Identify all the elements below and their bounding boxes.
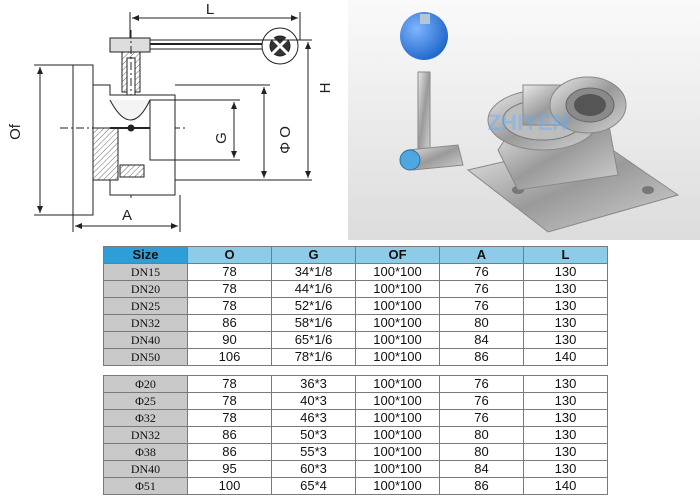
table-row: [104, 478, 608, 495]
cell-l: 130: [524, 461, 608, 478]
cell-g: 60*3: [272, 461, 356, 478]
column-header-a: A: [440, 247, 524, 264]
cell-size: Φ20: [104, 376, 188, 393]
cell-o: 78: [188, 376, 272, 393]
separator-cell: [440, 366, 524, 376]
spec-table: [103, 246, 608, 495]
table-row: [104, 332, 608, 349]
cell-l: 130: [524, 376, 608, 393]
separator-cell: [524, 366, 608, 376]
cell-size: Φ38: [104, 444, 188, 461]
cell-size: DN40: [104, 332, 188, 349]
cell-g: 40*3: [272, 393, 356, 410]
cell-size: Φ32: [104, 410, 188, 427]
cell-size: DN20: [104, 281, 188, 298]
cell-of: 100*100: [356, 298, 440, 315]
technical-drawing: [0, 0, 345, 240]
cell-o: 78: [188, 264, 272, 281]
dim-label-of: Of: [7, 124, 24, 140]
cell-o: 100: [188, 478, 272, 495]
dim-label-phi-o: Φ O: [277, 126, 294, 154]
column-header-o: O: [188, 247, 272, 264]
cell-o: 86: [188, 315, 272, 332]
product-photo: [348, 0, 700, 240]
cell-a: 76: [440, 410, 524, 427]
cell-a: 76: [440, 281, 524, 298]
cell-of: 100*100: [356, 264, 440, 281]
table-row: [104, 461, 608, 478]
column-header-l: L: [524, 247, 608, 264]
cell-a: 86: [440, 478, 524, 495]
cell-l: 130: [524, 315, 608, 332]
cell-of: 100*100: [356, 315, 440, 332]
cell-g: 52*1/6: [272, 298, 356, 315]
cell-g: 55*3: [272, 444, 356, 461]
cell-of: 100*100: [356, 393, 440, 410]
separator-cell: [272, 366, 356, 376]
table-row: [104, 393, 608, 410]
cell-o: 95: [188, 461, 272, 478]
cell-l: 130: [524, 298, 608, 315]
cell-l: 140: [524, 349, 608, 366]
separator-cell: [188, 366, 272, 376]
cell-o: 78: [188, 298, 272, 315]
cell-of: 100*100: [356, 427, 440, 444]
cell-o: 90: [188, 332, 272, 349]
table-row: [104, 410, 608, 427]
cell-size: DN32: [104, 315, 188, 332]
cell-size: DN50: [104, 349, 188, 366]
table-row: [104, 298, 608, 315]
cell-l: 130: [524, 410, 608, 427]
table-row: [104, 315, 608, 332]
cell-a: 84: [440, 461, 524, 478]
separator-cell: [104, 366, 188, 376]
cell-o: 106: [188, 349, 272, 366]
cell-l: 130: [524, 264, 608, 281]
dim-label-a: A: [121, 207, 133, 224]
cell-g: 65*4: [272, 478, 356, 495]
table-row: [104, 281, 608, 298]
cell-of: 100*100: [356, 349, 440, 366]
cell-size: Φ51: [104, 478, 188, 495]
cell-of: 100*100: [356, 332, 440, 349]
dim-label-g: G: [213, 132, 230, 144]
dim-label-h: H: [317, 82, 334, 94]
cell-g: 34*1/8: [272, 264, 356, 281]
cell-o: 86: [188, 427, 272, 444]
table-row: [104, 264, 608, 281]
cell-l: 140: [524, 478, 608, 495]
separator-cell: [356, 366, 440, 376]
cell-size: DN25: [104, 298, 188, 315]
cell-l: 130: [524, 281, 608, 298]
cell-g: 36*3: [272, 376, 356, 393]
cell-o: 78: [188, 393, 272, 410]
cell-g: 44*1/6: [272, 281, 356, 298]
cell-g: 50*3: [272, 427, 356, 444]
cell-a: 76: [440, 393, 524, 410]
cell-of: 100*100: [356, 376, 440, 393]
cell-of: 100*100: [356, 410, 440, 427]
cell-a: 84: [440, 332, 524, 349]
cell-of: 100*100: [356, 281, 440, 298]
table-row: [104, 349, 608, 366]
cell-l: 130: [524, 393, 608, 410]
group-separator: [104, 366, 608, 376]
cell-size: DN15: [104, 264, 188, 281]
cell-l: 130: [524, 332, 608, 349]
cell-of: 100*100: [356, 461, 440, 478]
cell-size: DN32: [104, 427, 188, 444]
cell-a: 76: [440, 298, 524, 315]
cell-g: 58*1/6: [272, 315, 356, 332]
cell-o: 78: [188, 410, 272, 427]
cell-a: 80: [440, 315, 524, 332]
table-row: [104, 376, 608, 393]
cell-a: 76: [440, 264, 524, 281]
cell-of: 100*100: [356, 478, 440, 495]
cell-o: 86: [188, 444, 272, 461]
header-row: [104, 247, 608, 264]
cell-g: 65*1/6: [272, 332, 356, 349]
cell-a: 76: [440, 376, 524, 393]
cell-of: 100*100: [356, 444, 440, 461]
cell-l: 130: [524, 427, 608, 444]
cell-size: Φ25: [104, 393, 188, 410]
dim-label-l: L: [205, 1, 215, 18]
cell-a: 80: [440, 444, 524, 461]
photo-watermark: ZHIYEN: [487, 110, 569, 135]
cell-g: 46*3: [272, 410, 356, 427]
cell-size: DN40: [104, 461, 188, 478]
cell-l: 130: [524, 444, 608, 461]
table-row: [104, 444, 608, 461]
column-header-size: Size: [104, 247, 188, 264]
column-header-g: G: [272, 247, 356, 264]
table-row: [104, 427, 608, 444]
column-header-of: OF: [356, 247, 440, 264]
cell-o: 78: [188, 281, 272, 298]
cell-a: 86: [440, 349, 524, 366]
cell-a: 80: [440, 427, 524, 444]
cell-g: 78*1/6: [272, 349, 356, 366]
